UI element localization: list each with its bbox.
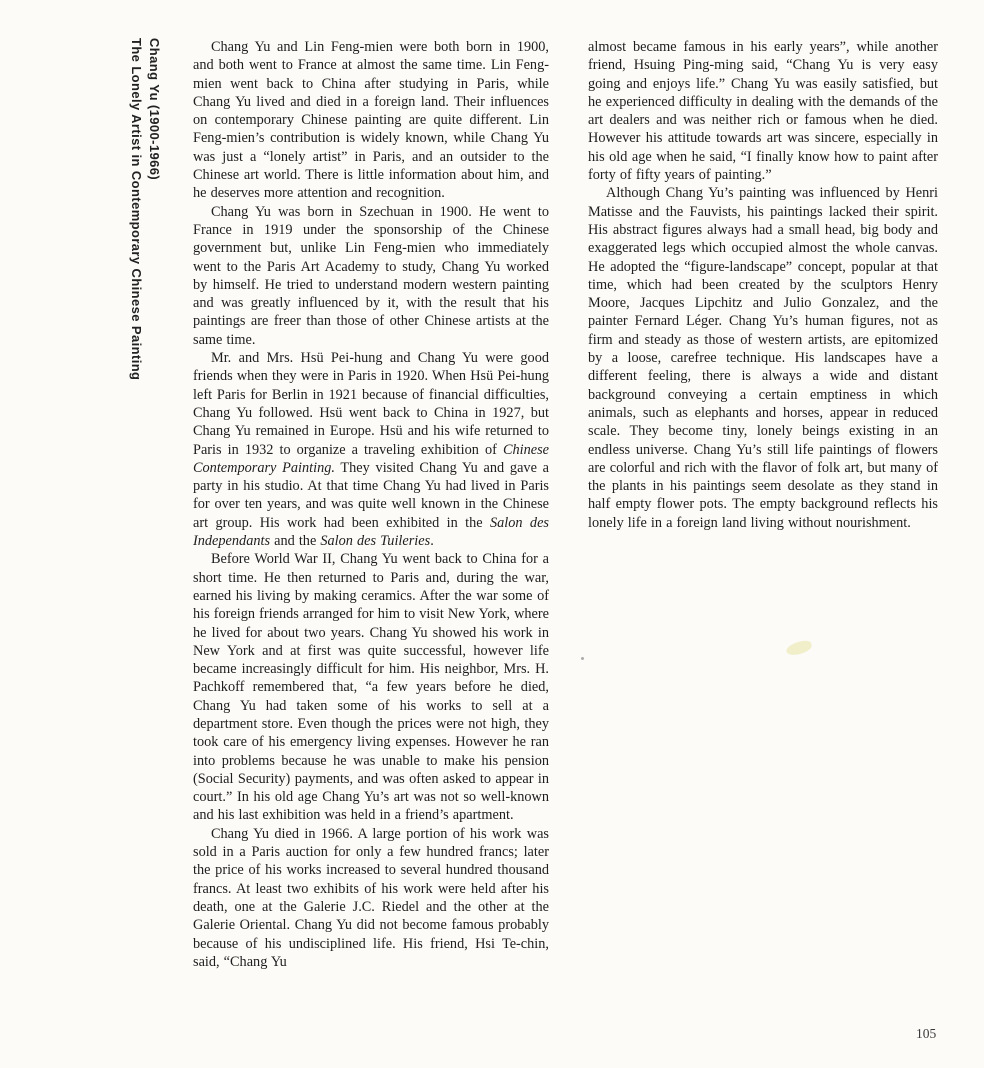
page-number: 105 <box>916 1026 937 1041</box>
paragraph <box>193 550 549 824</box>
italic-text-run: Salon des Tuileries <box>320 533 431 550</box>
paragraph <box>588 184 938 532</box>
text-run: Chang Yu was born in Szechuan in 1900. He went to France in 1919 under the sponsorship of the Chinese government but, unlike Lin Feng-mien who immediately went to the Paris Art Academy to study, Chang Yu worked by himself. He tried to understand modern western painting and was greatly influenced by it, with the result that his paintings are freer than those of other Chinese artists at the same time. <box>193 203 549 348</box>
text-column-right <box>588 38 938 532</box>
text-run: Chang Yu died in 1966. A large portion of his work was sold in a Paris auction for only a few hundred francs; later the price of his works increased to several hundred thousand francs. At least two exhibits of his work were held after his death, one at the Galerie J.C. Riedel and the other at the Galerie Oriental. Chang Yu did not become famous probably because of his undisciplined life. His friend, Hsi Te-chin, said, “Chang Yu <box>193 825 549 970</box>
text-run: Chang Yu and Lin Feng-mien were both born in 1900, and both went to France at almost the same time. Lin Feng-mien went back to China after studying in Paris, while Chang Yu lived and died in a foreign land. Their influences on contemporary Chinese painting are quite different. Lin Feng-mien’s contribution is widely known, while Chang Yu was just a “lonely artist” in Paris, and an outsider to the Chinese art world. There is little information about him, and he deserves more attention and recognition. <box>193 39 549 202</box>
paragraph <box>588 38 938 184</box>
scan-speck-artifact <box>581 657 584 660</box>
vertical-page-title <box>128 38 163 381</box>
italic-text-run: Salon des Independants <box>193 514 549 550</box>
text-run: Before World War II, Chang Yu went back to China for a short time. He then returned to Paris and, during the war, earned his living by making ceramics. After the war some of his foreign friends arranged for him to visit New York, where he lived for about two years. Chang Yu showed his work in New York and at first was quite successful, however life became increasingly difficult for him. His neighbor, Mrs. H. Pachkoff remembered that, “a few years before he died, Chang Yu had taken some of his works to sell at a department store. Even though the prices were not high, they took care of his emergency living expenses. However he ran into problems because he was unable to make his pension (Social Security) payments, and was often asked to appear in court.” In his old age Chang Yu’s art was not so well-known and his last exhibition was held in a friend’s apartment. <box>193 551 549 824</box>
paragraph <box>193 349 549 550</box>
text-run: They visited Chang Yu and gave a party in his studio. At that time Chang Yu had lived in Paris for over ten years, and was quite well known in the Chinese art group. His work had been exhibited in the <box>193 459 549 531</box>
paragraph <box>193 825 549 971</box>
text-run: Mr. and Mrs. Hsü Pei-hung and Chang Yu were good friends when they were in Paris in 1920. When Hsü Pei-hung left Paris for Berlin in 1921 because of financial difficulties, Chang Yu followed. Hsü went back to China in 1927, but Chang Yu remained in Europe. Hsü and his wife returned to Paris in 1932 to organize a traveling exhibition of <box>193 350 549 458</box>
chapter-subtitle: The Lonely Artist in Contemporary Chinese Painting <box>129 38 145 381</box>
scan-smudge-artifact <box>785 639 813 657</box>
paragraph <box>193 38 549 203</box>
italic-text-run: Chinese Contemporary Painting. <box>193 441 549 476</box>
text-run: almost became famous in his early years”, while another friend, Hsuing Ping-ming said, “Chang Yu is very easy going and enjoys life.” Chang Yu was easily satisfied, but he experienced difficulty in dealing with the demands of the art dealers and was neither rich or famous when he died. However his attitude towards art was sincere, especially in his old age when he said, “I finally know how to paint after forty of fifty years of painting.” <box>588 39 938 184</box>
text-run: and the <box>270 533 321 550</box>
paragraph <box>193 203 549 349</box>
text-run: . <box>430 533 434 550</box>
chapter-title: Chang Yu (1900-1966) <box>147 38 162 181</box>
text-run: Although Chang Yu’s painting was influenced by Henri Matisse and the Fauvists, his paintings lacked their spirit. His abstract figures always had a small head, big body and exaggerated legs which occupied almost the whole canvas. He adopted the “figure-landscape” concept, popular at that time, which had been created by the sculptors Henry Moore, Jacques Lipchitz and Julio Gonzalez, and the painter Fernard Léger. Chang Yu’s human figures, not as firm and steady as those of western artists, are epitomized by a loose, carefree technique. His landscapes have a different feeling, there is always a wide and distant background conveying a certain emptiness in which animals, such as elephants and horses, appear in reduced scale. They become tiny, lonely beings existing in an endless universe. Chang Yu’s still life paintings of flowers are colorful and rich with the flavor of folk art, but many of the plants in his paintings seem desolate as they stand in half empty flower pots. The empty background reflects his lonely life in a foreign land living without nourishment. <box>588 185 938 531</box>
text-column-left <box>193 38 549 971</box>
